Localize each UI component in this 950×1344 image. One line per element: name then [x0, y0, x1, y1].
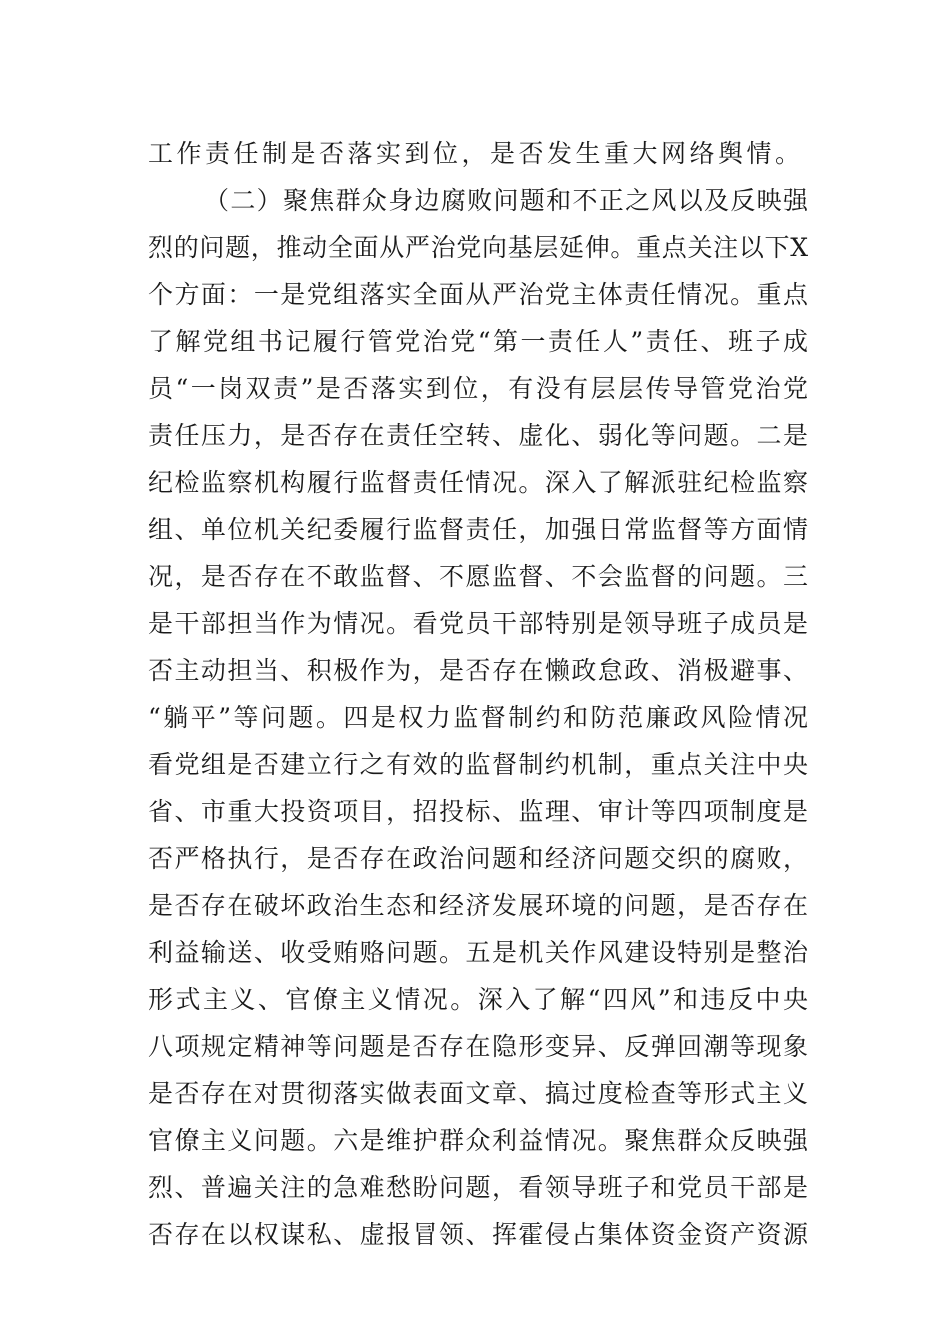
text-line: 否主动担当、积极作为，是否存在懒政怠政、消极避事、	[148, 656, 808, 685]
text-line: 形式主义、官僚主义情况。深入了解“四风”和违反中央	[148, 985, 808, 1014]
text-line: 员“一岗双责”是否落实到位，有没有层层传导管党治党	[148, 374, 808, 403]
text-line: 是否存在对贯彻落实做表面文章、搞过度检查等形式主义	[148, 1079, 808, 1108]
text-line: “躺平”等问题。四是权力监督制约和防范廉政风险情况	[148, 703, 808, 732]
text-line: 烈的问题，推动全面从严治党向基层延伸。重点关注以下X	[148, 233, 808, 262]
text-line-section-heading: （二）聚焦群众身边腐败问题和不正之风以及反映强	[204, 186, 808, 215]
text-line: 利益输送、收受贿赂问题。五是机关作风建设特别是整治	[148, 938, 808, 967]
text-line: 看党组是否建立行之有效的监督制约机制，重点关注中央	[148, 750, 808, 779]
text-line: 省、市重大投资项目，招投标、监理、审计等四项制度是	[148, 797, 808, 826]
text-line: 况，是否存在不敢监督、不愿监督、不会监督的问题。三	[148, 562, 808, 591]
text-line: 否存在以权谋私、虚报冒领、挥霍侵占集体资金资产资源	[148, 1220, 808, 1249]
text-line: 官僚主义问题。六是维护群众利益情况。聚焦群众反映强	[148, 1126, 808, 1155]
text-line: 是干部担当作为情况。看党员干部特别是领导班子成员是	[148, 609, 808, 638]
text-line: 了解党组书记履行管党治党“第一责任人”责任、班子成	[148, 327, 808, 356]
text-line: 纪检监察机构履行监督责任情况。深入了解派驻纪检监察	[148, 468, 808, 497]
text-line: 责任压力，是否存在责任空转、虚化、弱化等问题。二是	[148, 421, 808, 450]
document-body	[148, 130, 808, 1258]
text-line: 否严格执行，是否存在政治问题和经济问题交织的腐败，	[148, 844, 808, 873]
text-line: 八项规定精神等问题是否存在隐形变异、反弹回潮等现象	[148, 1032, 808, 1061]
text-line: 是否存在破坏政治生态和经济发展环境的问题，是否存在	[148, 891, 808, 920]
text-line: 组、单位机关纪委履行监督责任，加强日常监督等方面情	[148, 515, 808, 544]
text-line: 个方面：一是党组落实全面从严治党主体责任情况。重点	[148, 280, 808, 309]
text-line: 工作责任制是否落实到位，是否发生重大网络舆情。	[148, 139, 804, 168]
text-line: 烈、普遍关注的急难愁盼问题，看领导班子和党员干部是	[148, 1173, 808, 1202]
